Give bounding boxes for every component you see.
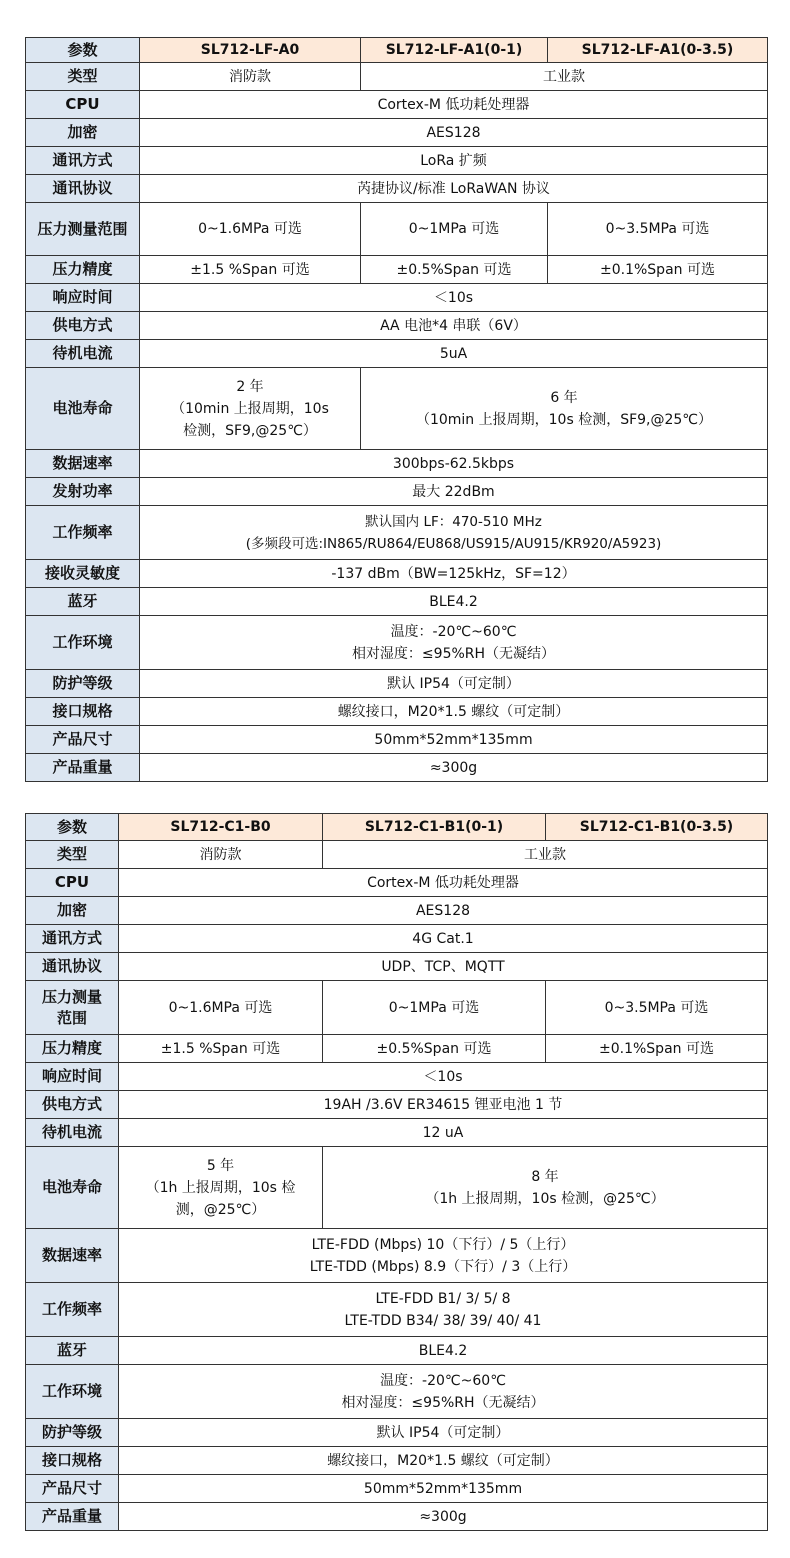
cell: 芮捷协议/标准 LoRaWAN 协议 [140,175,768,203]
cell [119,1365,768,1419]
cell: 0~3.5MPa 可选 [548,203,768,256]
cell [140,616,768,670]
row-label: 类型 [26,841,119,869]
table-row [26,1337,768,1365]
row-label: 产品重量 [26,1503,119,1531]
table-row [26,698,768,726]
cell: 工业款 [361,63,768,91]
cell: 最大 22dBm [140,478,768,506]
row-label: 工作环境 [26,616,140,670]
cell: 螺纹接口，M20*1.5 螺纹（可定制） [119,1447,768,1475]
row-label: 通讯方式 [26,925,119,953]
model-name: SL712-C1-B0 [119,814,323,841]
cell: ±0.5%Span 可选 [323,1035,546,1063]
cell-line: LTE-FDD B1/ 3/ 5/ 8 [375,1290,511,1307]
cell-line: 测，@25℃） [175,1201,266,1218]
row-label: 通讯协议 [26,175,140,203]
table-row [26,256,768,284]
row-label [26,981,119,1035]
table-row [26,981,768,1035]
row-label: 数据速率 [26,1229,119,1283]
cell [140,368,361,450]
cell: 0~1MPa 可选 [361,203,548,256]
row-label: 接口规格 [26,698,140,726]
table-row [26,340,768,368]
table-row [26,1365,768,1419]
cell-line: （1h 上报周期，10s 检测，@25℃） [425,1190,665,1207]
table-row [26,63,768,91]
spec-table-lora [25,37,768,782]
cell-line: 2 年 [236,378,264,395]
cell: 消防款 [119,841,323,869]
cell: 5uA [140,340,768,368]
cell-line: 5 年 [206,1157,235,1174]
table-row [26,560,768,588]
cell: 默认 IP54（可定制） [140,670,768,698]
row-label: 蓝牙 [26,588,140,616]
table-row [26,754,768,782]
row-label: 接口规格 [26,1447,119,1475]
cell: AA 电池*4 串联（6V） [140,312,768,340]
row-label: 压力精度 [26,256,140,284]
row-label-line: 范围 [56,1008,87,1027]
cell-line: 温度：-20℃~60℃ [380,1372,506,1389]
row-label: 电池寿命 [26,1147,119,1229]
row-label: 通讯协议 [26,953,119,981]
model-name: SL712-C1-B1(0-1) [323,814,546,841]
cell: 0~1.6MPa 可选 [140,203,361,256]
model-name: SL712-LF-A0 [140,38,361,63]
cell-line: LTE-TDD (Mbps) 8.9（下行）/ 3（上行） [309,1258,577,1275]
cell: 工业款 [323,841,768,869]
row-label: 工作环境 [26,1365,119,1419]
cell-line: LTE-FDD (Mbps) 10（下行）/ 5（上行） [311,1236,575,1253]
table-row [26,726,768,754]
cell: 0~1.6MPa 可选 [119,981,323,1035]
row-label: 蓝牙 [26,1337,119,1365]
table-row [26,284,768,312]
cell-line: 检测，SF9,@25℃） [183,422,317,439]
row-label: CPU [26,869,119,897]
table-row [26,588,768,616]
cell: Cortex-M 低功耗处理器 [140,91,768,119]
table-row [26,814,768,841]
cell-line: 相对湿度：≤95%RH（无凝结） [351,645,556,662]
table-row [26,1503,768,1531]
cell: ±1.5 %Span 可选 [140,256,361,284]
cell: 4G Cat.1 [119,925,768,953]
row-label: 发射功率 [26,478,140,506]
cell: BLE4.2 [140,588,768,616]
cell-line: 8 年 [531,1168,559,1185]
row-label: 防护等级 [26,670,140,698]
table-row [26,119,768,147]
cell-line: 默认国内 LF：470-510 MHz [365,513,542,530]
row-label: 响应时间 [26,284,140,312]
table-row [26,1147,768,1229]
cell: 19AH /3.6V ER34615 锂亚电池 1 节 [119,1091,768,1119]
row-label: CPU [26,91,140,119]
table-row [26,368,768,450]
cell: 300bps-62.5kbps [140,450,768,478]
cell: ≈300g [119,1503,768,1531]
cell [119,1147,323,1229]
row-label: 产品重量 [26,754,140,782]
model-name: SL712-LF-A1(0-3.5) [548,38,768,63]
cell: 0~1MPa 可选 [323,981,546,1035]
row-label-line: 压力测量 [41,987,102,1006]
cell: Cortex-M 低功耗处理器 [119,869,768,897]
table-row [26,1475,768,1503]
table-row [26,841,768,869]
cell: ±0.5%Span 可选 [361,256,548,284]
table-row [26,1229,768,1283]
cell-line: LTE-TDD B34/ 38/ 39/ 40/ 41 [344,1312,542,1329]
row-label: 类型 [26,63,140,91]
cell-line: （10min 上报周期，10s [171,400,329,417]
table-row [26,203,768,256]
cell: BLE4.2 [119,1337,768,1365]
row-label: 数据速率 [26,450,140,478]
cell: UDP、TCP、MQTT [119,953,768,981]
cell: 12 uA [119,1119,768,1147]
cell: 50mm*52mm*135mm [140,726,768,754]
cell: ＜10s [140,284,768,312]
row-label: 压力测量范围 [26,203,140,256]
row-label: 加密 [26,119,140,147]
table-row [26,1447,768,1475]
cell-line: (多频段可选:IN865/RU864/EU868/US915/AU915/KR920/A5923) [245,535,662,552]
row-label: 接收灵敏度 [26,560,140,588]
table-row [26,925,768,953]
table-row [26,1119,768,1147]
row-label: 压力精度 [26,1035,119,1063]
row-label: 供电方式 [26,312,140,340]
table-row [26,450,768,478]
row-label: 待机电流 [26,1119,119,1147]
table-row [26,670,768,698]
table-row [26,38,768,63]
table-row [26,175,768,203]
cell: -137 dBm（BW=125kHz，SF=12） [140,560,768,588]
row-label: 响应时间 [26,1063,119,1091]
row-label: 产品尺寸 [26,1475,119,1503]
cell: 消防款 [140,63,361,91]
table-row [26,897,768,925]
row-label: 通讯方式 [26,147,140,175]
cell: ±0.1%Span 可选 [548,256,768,284]
table-row [26,312,768,340]
cell [119,1283,768,1337]
cell: 50mm*52mm*135mm [119,1475,768,1503]
row-label: 电池寿命 [26,368,140,450]
row-label: 加密 [26,897,119,925]
cell-line: （10min 上报周期，10s 检测，SF9,@25℃） [415,411,713,428]
table-row [26,869,768,897]
header-label: 参数 [26,38,140,63]
table-row [26,478,768,506]
cell [323,1147,768,1229]
model-name: SL712-C1-B1(0-3.5) [546,814,768,841]
cell-line: 温度：-20℃~60℃ [390,623,517,640]
cell: ±0.1%Span 可选 [546,1035,768,1063]
row-label: 产品尺寸 [26,726,140,754]
table-row [26,1035,768,1063]
spec-table-4g [25,813,768,1531]
row-label: 防护等级 [26,1419,119,1447]
table-row [26,953,768,981]
row-label: 工作频率 [26,1283,119,1337]
cell: LoRa 扩频 [140,147,768,175]
cell: 0~3.5MPa 可选 [546,981,768,1035]
cell: 默认 IP54（可定制） [119,1419,768,1447]
table-row [26,506,768,560]
row-label: 待机电流 [26,340,140,368]
table-row [26,91,768,119]
cell: AES128 [140,119,768,147]
cell [361,368,768,450]
cell [140,506,768,560]
cell-line: 相对湿度：≤95%RH（无凝结） [341,1394,545,1411]
table-row [26,1091,768,1119]
cell: AES128 [119,897,768,925]
row-label: 工作频率 [26,506,140,560]
cell-line: （1h 上报周期，10s 检 [145,1179,296,1196]
cell: 螺纹接口，M20*1.5 螺纹（可定制） [140,698,768,726]
cell: ≈300g [140,754,768,782]
cell: ＜10s [119,1063,768,1091]
cell-line: 6 年 [550,389,578,406]
cell: ±1.5 %Span 可选 [119,1035,323,1063]
table-row [26,1063,768,1091]
model-name: SL712-LF-A1(0-1) [361,38,548,63]
row-label: 供电方式 [26,1091,119,1119]
header-label: 参数 [26,814,119,841]
table-row [26,616,768,670]
table-row [26,1283,768,1337]
cell [119,1229,768,1283]
table-row [26,1419,768,1447]
table-row [26,147,768,175]
